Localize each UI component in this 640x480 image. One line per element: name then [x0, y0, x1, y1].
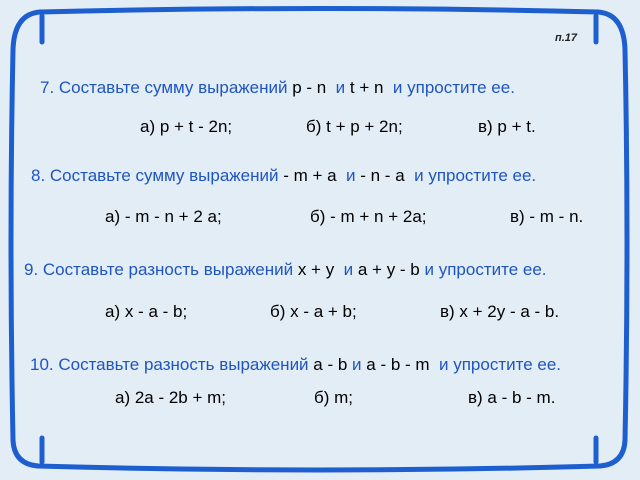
task-tail: и упростите ее.: [419, 260, 547, 279]
expression-2: a - b - m: [366, 355, 430, 374]
answer-a: а) p + t - 2n;: [140, 117, 233, 136]
answer-a: а) - m - n + 2 a;: [105, 207, 222, 226]
expression-1: - m + a: [283, 166, 337, 185]
answer-c: в) x + 2y - a - b.: [440, 302, 560, 321]
expression-2: a + y - b: [357, 260, 420, 279]
task-text: 9. Составьте разность выражений: [24, 260, 298, 279]
task-text: 8. Составьте сумму выражений: [31, 166, 284, 185]
expression-2: t + n: [349, 78, 384, 97]
answer-b: б) - m + n + 2a;: [310, 207, 427, 226]
slide-number: п.17: [555, 32, 578, 44]
conjunction: и: [336, 166, 361, 185]
expression-1: p - n: [292, 78, 327, 97]
answer-b: б) m;: [314, 388, 354, 407]
answer-c: в) - m - n.: [510, 207, 584, 226]
conjunction: и: [334, 260, 358, 279]
answer-a: а) x - a - b;: [105, 302, 188, 321]
expression-2: - n - a: [360, 166, 405, 185]
task-8-answers: [0, 207, 640, 229]
answer-b: б) x - a + b;: [270, 302, 357, 321]
task-tail: и упростите ее.: [429, 355, 562, 374]
conjunction: и: [326, 78, 350, 97]
answer-a: а) 2a - 2b + m;: [115, 388, 227, 407]
task-text: 10. Составьте разность выражений: [30, 355, 314, 374]
task-9-statement: [24, 260, 547, 280]
task-8-statement: [31, 166, 536, 186]
conjunction: и: [347, 355, 367, 374]
task-10-statement: [30, 355, 561, 375]
task-10-answers: [0, 388, 640, 410]
answer-c: в) p + t.: [478, 117, 536, 136]
task-tail: и упростите ее.: [383, 78, 515, 97]
expression-1: a - b: [313, 355, 348, 374]
expression-1: x + y: [297, 260, 335, 279]
answer-c: в) a - b - m.: [468, 388, 556, 407]
task-text: 7. Составьте сумму выражений: [40, 78, 293, 97]
answer-b: б) t + p + 2n;: [306, 117, 403, 136]
task-tail: и упростите ее.: [404, 166, 537, 185]
task-9-answers: [0, 302, 640, 324]
task-7-statement: [40, 78, 515, 98]
task-7-answers: [0, 117, 640, 139]
